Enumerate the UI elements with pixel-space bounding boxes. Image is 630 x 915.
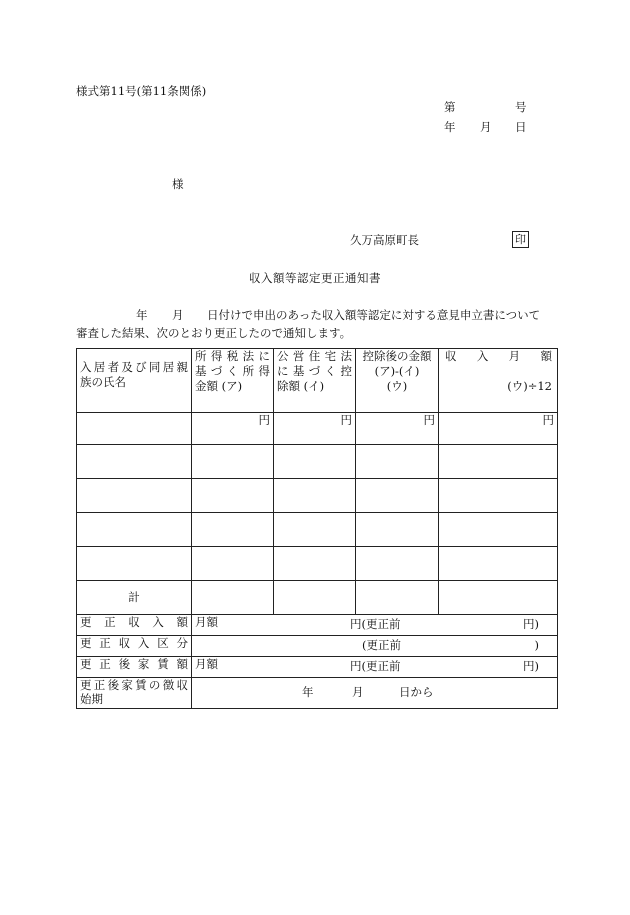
header-income-tax-line: 基づく所得 [195, 364, 270, 378]
value-cell[interactable] [439, 547, 558, 581]
value-cell[interactable] [192, 513, 274, 547]
corrected-class-close: ) [534, 638, 539, 652]
income-correction-table [76, 348, 558, 709]
header-monthly-char: 収 [445, 349, 457, 363]
doc-number-prefix: 第 [444, 100, 456, 114]
header-after-deduction-line: (ア)-(イ) [374, 364, 420, 378]
total-label: 計 [77, 581, 192, 615]
name-cell[interactable] [77, 413, 192, 445]
table-row [77, 413, 558, 445]
value-cell[interactable] [439, 445, 558, 479]
corrected-income-close: 円) [523, 617, 539, 631]
header-monthly-char: 額 [540, 349, 552, 363]
corrected-class-before: (更正前 [362, 638, 401, 652]
value-cell[interactable] [192, 547, 274, 581]
corrected-rent-row [77, 657, 558, 678]
total-cell[interactable] [274, 581, 356, 615]
rent-start-from: 日から [399, 685, 434, 699]
issuer-name: 久万高原町長 [350, 233, 419, 247]
body-year: 年 [136, 308, 148, 322]
rent-start-year: 年 [302, 685, 314, 699]
header-after-deduction-line: 控除後の金額 [362, 349, 432, 363]
corrected-income-label: 更正収入額 [77, 615, 192, 636]
header-income-tax-line: 金額 (ア) [195, 379, 243, 393]
yen-unit[interactable]: 円 [439, 413, 558, 445]
corrected-class-row [77, 636, 558, 657]
table-header-row [77, 349, 558, 413]
value-cell[interactable] [192, 445, 274, 479]
rent-start-row [77, 678, 558, 709]
corrected-class-label: 更正収入区分 [77, 636, 192, 657]
corrected-rent-cell[interactable] [192, 657, 558, 678]
doc-number-suffix: 号 [515, 100, 527, 114]
value-cell[interactable] [439, 513, 558, 547]
corrected-rent-before: 円(更正前 [350, 659, 401, 673]
total-cell[interactable] [439, 581, 558, 615]
rent-start-cell[interactable] [192, 678, 558, 709]
name-cell[interactable] [77, 445, 192, 479]
corrected-income-cell[interactable] [192, 615, 558, 636]
value-cell[interactable] [356, 513, 439, 547]
header-resident-name-line: 族の氏名 [80, 375, 126, 389]
corrected-income-before: 円(更正前 [350, 617, 401, 631]
header-after-deduction [356, 349, 439, 413]
header-public-housing-line: 公営住宅法 [277, 349, 352, 363]
header-resident-name-line: 入居者及び同居親 [80, 360, 188, 374]
rent-start-month: 月 [352, 685, 364, 699]
name-cell[interactable] [77, 547, 192, 581]
document-title: 収入額等認定更正通知書 [249, 271, 381, 285]
corrected-rent-label: 更正後家賃額 [77, 657, 192, 678]
value-cell[interactable] [274, 445, 356, 479]
corrected-class-cell[interactable] [192, 636, 558, 657]
header-public-housing-line: 除額 (イ) [277, 379, 325, 393]
form-number: 様式第11号(第11条関係) [76, 84, 207, 98]
body-line2: 審査した結果、次のとおり更正したので通知します。 [76, 326, 352, 340]
corrected-income-row [77, 615, 558, 636]
header-monthly-income [439, 349, 558, 413]
header-income-tax [192, 349, 274, 413]
value-cell[interactable] [274, 513, 356, 547]
header-income-tax-line: 所得税法に [195, 349, 270, 363]
body-month: 月 [172, 308, 184, 322]
date-day: 日 [515, 120, 527, 134]
header-public-housing [274, 349, 356, 413]
value-cell[interactable] [356, 479, 439, 513]
header-monthly-char: 入 [476, 349, 489, 363]
corrected-rent-close: 円) [523, 659, 539, 673]
addressee-suffix: 様 [172, 177, 184, 191]
date-month: 月 [480, 120, 492, 134]
corrected-rent-monthly: 月額 [195, 657, 218, 671]
value-cell[interactable] [274, 547, 356, 581]
value-cell[interactable] [192, 479, 274, 513]
seal-mark: 印 [512, 231, 529, 248]
table-row [77, 445, 558, 479]
header-monthly-income-title [445, 349, 552, 364]
value-cell[interactable] [274, 479, 356, 513]
corrected-income-monthly: 月額 [195, 615, 218, 629]
name-cell[interactable] [77, 513, 192, 547]
yen-unit[interactable]: 円 [356, 413, 439, 445]
header-after-deduction-line: (ウ) [386, 379, 408, 393]
value-cell[interactable] [439, 479, 558, 513]
total-row [77, 581, 558, 615]
table-row [77, 513, 558, 547]
header-resident-name [77, 349, 192, 413]
value-cell[interactable] [356, 445, 439, 479]
table-row [77, 547, 558, 581]
header-monthly-formula: (ウ)÷12 [507, 379, 552, 393]
total-cell[interactable] [356, 581, 439, 615]
rent-start-label-line: 始期 [80, 692, 103, 706]
yen-unit[interactable]: 円 [274, 413, 356, 445]
rent-start-label [77, 678, 192, 709]
name-cell[interactable] [77, 479, 192, 513]
body-line1: 日付けで申出のあった収入額等認定に対する意見申立書について [207, 308, 541, 322]
yen-unit[interactable]: 円 [192, 413, 274, 445]
total-cell[interactable] [192, 581, 274, 615]
value-cell[interactable] [356, 547, 439, 581]
header-monthly-char: 月 [508, 349, 521, 363]
date-year: 年 [444, 120, 456, 134]
header-public-housing-line: に基づく控 [277, 364, 352, 378]
rent-start-label-line: 更正後家賃の徴収 [80, 678, 188, 692]
table-row [77, 479, 558, 513]
